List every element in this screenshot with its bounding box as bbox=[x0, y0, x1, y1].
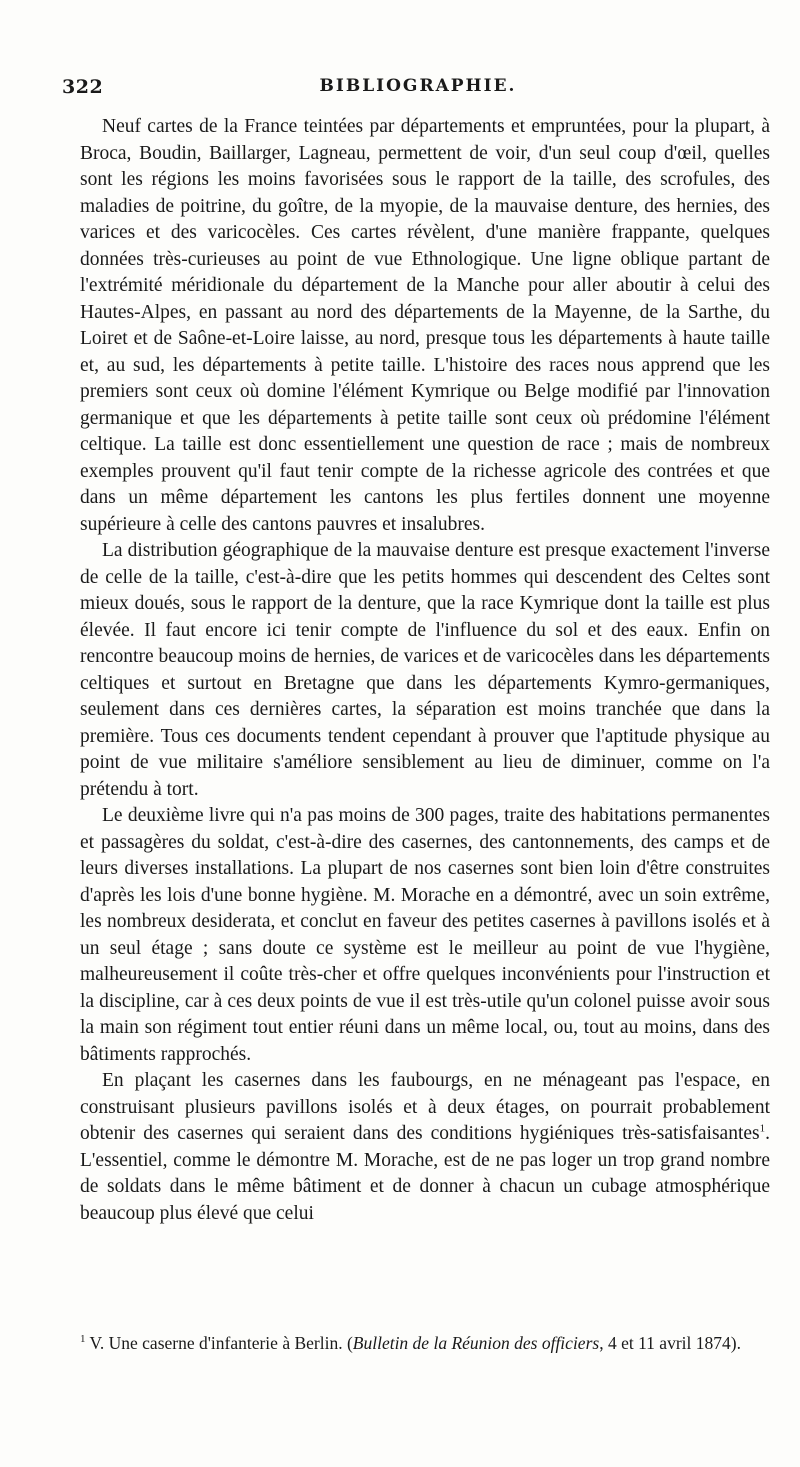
body-text bbox=[80, 114, 770, 1227]
paragraph-1: Neuf cartes de la France teintées par départements et empruntées, pour la plupart, à Broca, Boudin, Baillarger, Lagneau, permettent de voir, d'un seul coup d'œil, quelles sont les régions les moins favorisées sous le rapport de la taille, des scrofules, des maladies de poitrine, du goître, de la myopie, de la mauvaise denture, des hernies, des varices et des varicocèles. Ces cartes révèlent, d'une manière frappante, quelques données très-curieuses au point de vue Ethnologique. Une ligne oblique partant de l'extrémité méridionale du département de la Manche pour aller aboutir à celui des Hautes-Alpes, en passant au nord des départements de la Mayenne, de la Sarthe, du Loiret et de Saône-et-Loire laisse, au nord, presque tous les départements à haute taille et, au sud, les départements à petite taille. L'histoire des races nous apprend que les premiers sont ceux où domine l'élément Kymrique ou Belge modifié par l'innovation germanique et que les départements à petite taille sont ceux où prédomine l'élément celtique. La taille est donc essentiellement une question de race ; mais de nombreux exemples prouvent qu'il faut tenir compte de la richesse agricole des contrées et que dans un même département les cantons les plus fertiles donnent une moyenne supérieure à celle des cantons pauvres et insalubres. bbox=[80, 116, 770, 535]
paragraph-3: Le deuxième livre qui n'a pas moins de 300 pages, traite des habitations permanentes et passagères du soldat, c'est-à-dire des casernes, des cantonnements, des camps et de leurs diverses installations. La plupart de nos casernes sont bien loin d'être construites d'après les lois d'une bonne hygiène. M. Morache en a démontré, avec un soin extrême, les nombreux desiderata, et conclut en faveur des petites casernes à pavillons isolés et à un seul étage ; sans doute ce système est le meilleur au point de vue l'hygiène, malheureusement il coûte très-cher et offre quelques inconvénients pour l'instruction et la discipline, car à ces deux points de vue il est très-utile qu'un colonel puisse avoir sous la main son régiment tout entier réuni dans un même local, ou, tout au moins, dans des bâtiments rapprochés. bbox=[80, 805, 770, 1065]
paragraph-2: La distribution géographique de la mauvaise denture est presque exactement l'inverse de celle de la taille, c'est-à-dire que les petits hommes qui descendent des Celtes sont mieux doués, sous le rapport de la denture, que la race Kymrique dont la taille est plus élevée. Il faut encore ici tenir compte de l'influence du sol et des eaux. Enfin on rencontre beaucoup moins de hernies, de varices et de varicocèles dans les départements celtiques et surtout en Bretagne que dans les départements Kymro-germaniques, seulement dans ces dernières cartes, la séparation est moins tranchée que dans la première. Tous ces documents tendent cependant à prouver que l'aptitude physique au point de vue militaire s'améliore sensiblement au lieu de diminuer, comme on l'a prétendu à tort. bbox=[80, 540, 770, 800]
footnote-reference[interactable]: 1 bbox=[759, 1122, 766, 1135]
paragraph-4 bbox=[80, 1068, 770, 1227]
footnote-mark: 1 bbox=[80, 1333, 86, 1345]
footnote bbox=[80, 1328, 770, 1355]
footnote-source: Bulletin de la Réunion des officiers bbox=[352, 1332, 600, 1353]
footnote-text-before: V. Une caserne d'infanterie à Berlin. ( bbox=[89, 1332, 353, 1353]
paragraph-4-text-after: . L'essentiel, comme le démontre M. Morache, est de ne pas loger un trop grand nombre de soldats dans le même bâtiment et de donner à chacun un cubage atmosphérique beaucoup plus élevé que celui bbox=[80, 1123, 770, 1224]
running-head: BIBLIOGRAPHIE. bbox=[319, 76, 517, 96]
page-number: 322 bbox=[62, 76, 104, 98]
footnote-text-after: , 4 et 11 avril 1874). bbox=[599, 1332, 741, 1353]
paragraph-4-text-before: En plaçant les casernes dans les faubourgs, en ne ménageant pas l'espace, en construisant plusieurs pavillons isolés et à deux étages, on pourrait probablement obtenir des casernes qui seraient dans des conditions hygiéniques très-satisfaisantes bbox=[80, 1070, 770, 1144]
page-header bbox=[62, 76, 774, 102]
